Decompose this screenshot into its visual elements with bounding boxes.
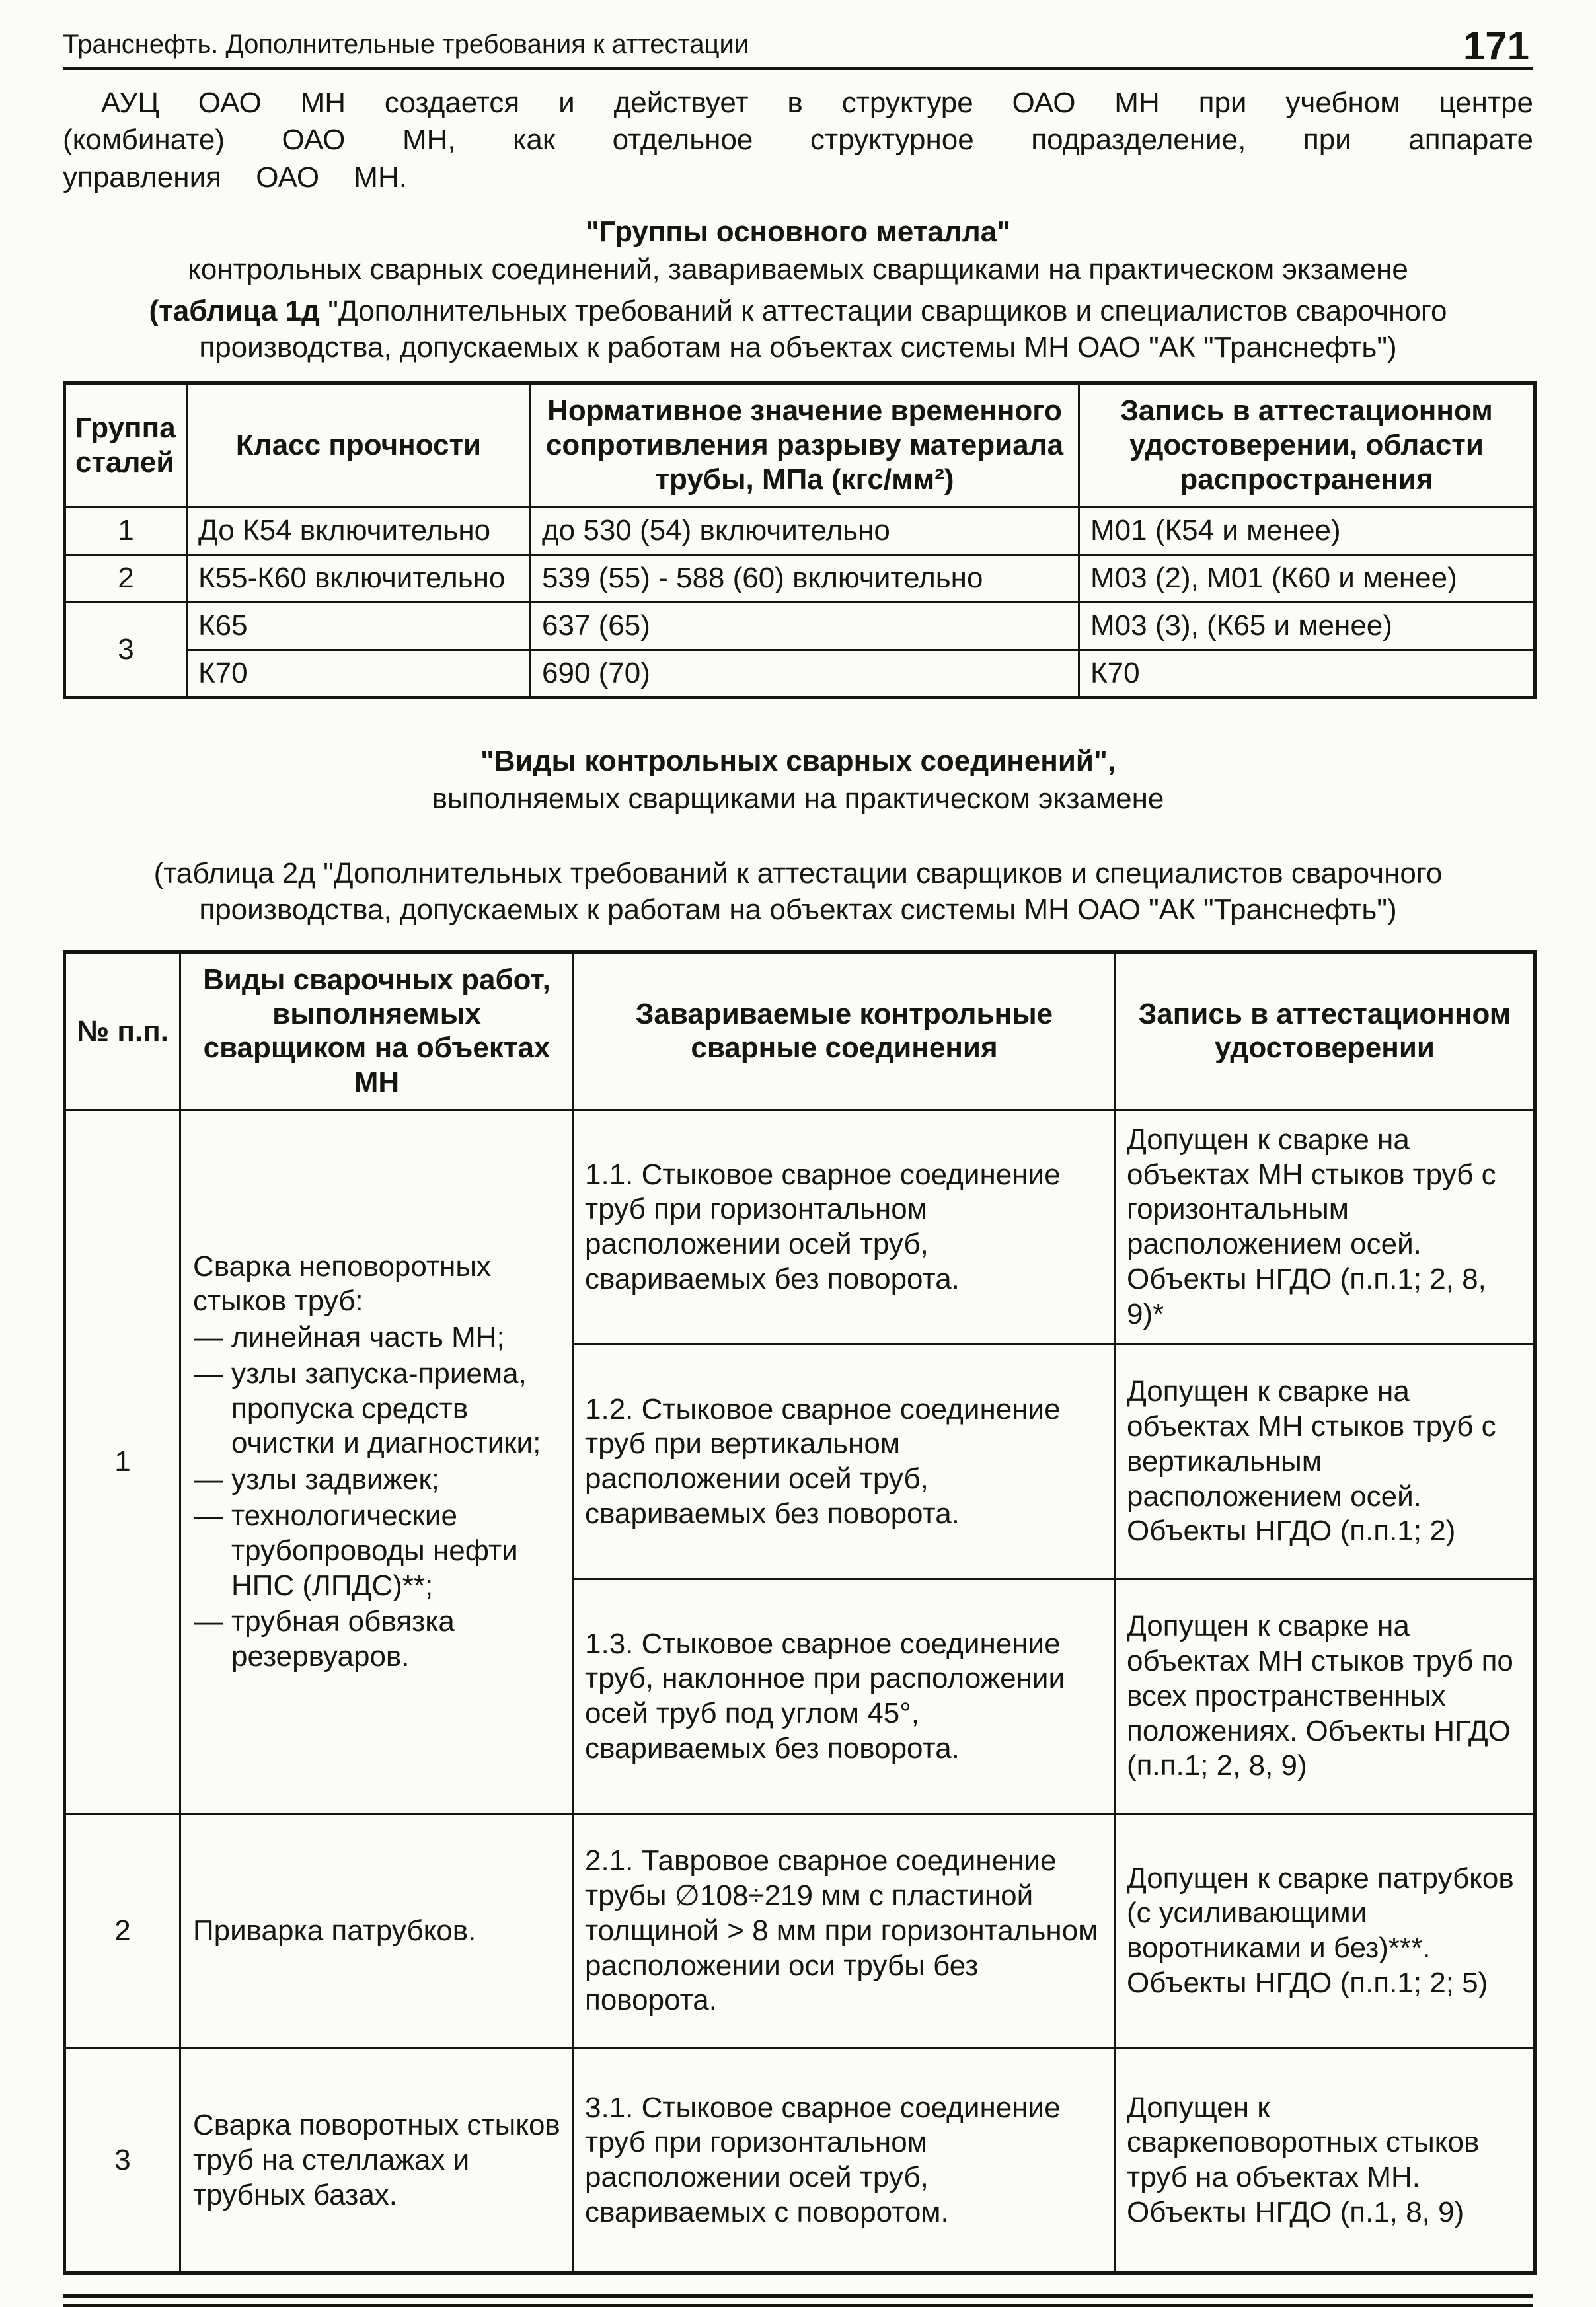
group-cell: 2 [65, 554, 187, 602]
value-cell: 690 (70) [531, 650, 1079, 697]
record-cell: М03 (3), (К65 и менее) [1079, 602, 1535, 650]
row-number-cell: 1 [65, 1110, 180, 1814]
record-cell: К70 [1079, 650, 1535, 697]
group-cell: 1 [65, 507, 187, 554]
section1-heading: "Группы основного металла" [585, 215, 1011, 248]
record-cell: Допущен к сварке патрубков (с усиливающими воротниками и без)***. Объекты НГДО (п.п.1; 2; 5) [1116, 1814, 1535, 2049]
class-cell: К70 [187, 650, 531, 697]
page-number: 171 [1463, 24, 1529, 68]
table2-header-works: Виды сварочных работ, выполняемых сварщиком на объектах МН [180, 952, 574, 1110]
row-number-cell: 3 [65, 2049, 180, 2273]
table1-header-class: Класс прочности [187, 383, 531, 507]
table2-header-joints: Завариваемые контрольные сварные соединения [574, 952, 1116, 1110]
section1-note [118, 293, 1479, 365]
joint-cell: 2.1. Тавровое сварное соединение трубы ∅108÷219 мм с пластиной толщиной > 8 мм при горизонтальном расположении оси трубы без поворота. [574, 1814, 1116, 2049]
record-cell: Допущен к сварке на объектах МН стыков труб с вертикальным расположением осей. Объекты НГДО (п.п.1; 2) [1116, 1345, 1535, 1579]
joint-cell: 3.1. Стыковое сварное соединение труб при горизонтальном расположении осей труб, свариваемых с поворотом. [574, 2049, 1116, 2273]
steel-groups-table [63, 381, 1537, 699]
record-cell: Допущен к сварке на объектах МН стыков труб по всех пространственных положениях. Объекты НГДО (п.п.1; 2, 8, 9) [1116, 1579, 1535, 1814]
value-cell: 637 (65) [531, 602, 1079, 650]
class-cell: К55-К60 включительно [187, 554, 531, 602]
section1-note-bold: (таблица 1д [149, 294, 320, 327]
table2-header-row [65, 952, 1535, 1110]
table-row [65, 1814, 1535, 2049]
table1-header-value: Нормативное значение временного сопротивления разрыву материала трубы, МПа (кгс/мм²) [531, 383, 1079, 507]
class-cell: До К54 включительно [187, 507, 531, 554]
works-cell: Сварка поворотных стыков труб на стеллажах и трубных базах. [180, 2049, 574, 2273]
page-header [63, 26, 1533, 70]
group-cell: 3 [65, 602, 187, 697]
table-row [65, 554, 1535, 602]
intro-paragraph: АУЦ ОАО МН создается и действует в структуре ОАО МН при учебном центре (комбинате) ОАО МН, как отдельное структурное подразделение, при аппарате управления ОАО МН. [63, 87, 1533, 194]
works-list-item: — узлы задвижек; [193, 1462, 563, 1497]
table-row [65, 2049, 1535, 2273]
section2-subheading: выполняемых сварщиками на практическом экзамене [432, 782, 1164, 815]
value-cell: до 530 (54) включительно [531, 507, 1079, 554]
works-intro: Сварка неповоротных стыков труб: [193, 1250, 491, 1318]
weld-types-table [63, 950, 1537, 2275]
works-cell [180, 1110, 574, 1814]
record-cell: Допущен к сварке на объектах МН стыков труб с горизонтальным расположением осей. Объекты НГДО (п.п.1; 2, 8, 9)* [1116, 1110, 1535, 1345]
section1-note-rest: "Дополнительных требований к аттестации сварщиков и специалистов сварочного производства, допускаемых к работам на объектах системы МН ОАО "АК "Транснефть") [199, 294, 1447, 363]
joint-cell: 1.3. Стыковое сварное соединение труб, наклонное при расположении осей труб под углом 45°, свариваемых без поворота. [574, 1579, 1116, 1814]
section2-heading: "Виды контрольных сварных соединений", [480, 744, 1116, 777]
table1-header-group: Группа сталей [65, 383, 187, 507]
table-row [65, 1110, 1535, 1345]
record-cell: Допущен к сваркеповоротных стыков труб на объектах МН. Объекты НГДО (п.1, 8, 9) [1116, 2049, 1535, 2273]
document-page [63, 0, 1533, 2307]
works-list-item: — линейная часть МН; [193, 1320, 563, 1355]
table-row [65, 602, 1535, 650]
record-cell: М03 (2), М01 (К60 и менее) [1079, 554, 1535, 602]
table1-header-row [65, 383, 1535, 507]
table2-header-num: № п.п. [65, 952, 180, 1110]
table1-header-record: Запись в аттестационном удостоверении, области распространения [1079, 383, 1535, 507]
value-cell: 539 (55) - 588 (60) включительно [531, 554, 1079, 602]
works-list-item: — технологические трубопроводы нефти НПС (ЛПДС)**; [193, 1499, 563, 1603]
header-title: Транснефть. Дополнительные требования к аттестации [63, 30, 749, 59]
section1-subheading: контрольных сварных соединений, завариваемых сварщиками на практическом экзамене [188, 252, 1408, 285]
joint-cell: 1.2. Стыковое сварное соединение труб при вертикальном расположении осей труб, свариваемых без поворота. [574, 1345, 1116, 1579]
works-cell: Приварка патрубков. [180, 1814, 574, 2049]
class-cell: К65 [187, 602, 531, 650]
row-number-cell: 2 [65, 1814, 180, 2049]
table2-header-record: Запись в аттестационном удостоверении [1116, 952, 1535, 1110]
record-cell: М01 (К54 и менее) [1079, 507, 1535, 554]
works-list-item: — узлы запуска-приема, пропуска средств очистки и диагностики; [193, 1357, 563, 1461]
table-row [65, 507, 1535, 554]
works-list-item: — трубная обвязка резервуаров. [193, 1605, 563, 1675]
table-row [65, 650, 1535, 697]
section2-note: (таблица 2д "Дополнительных требований к аттестации сварщиков и специалистов сварочного производства, допускаемых к работам на объектах системы МН ОАО "АК "Транснефть") [153, 856, 1443, 926]
joint-cell: 1.1. Стыковое сварное соединение труб при горизонтальном расположении осей труб, свариваемых без поворота. [574, 1110, 1116, 1345]
bottom-double-rule [63, 2294, 1533, 2307]
